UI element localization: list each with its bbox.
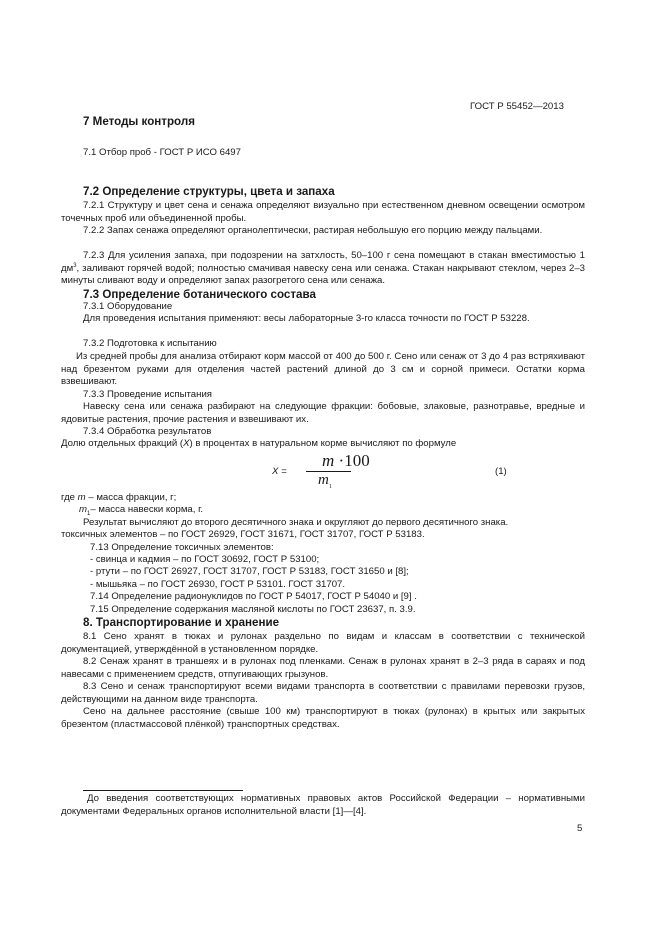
subscript: 1 xyxy=(87,510,91,517)
subsection-7-3-1-title: 7.3.1 Оборудование xyxy=(83,301,173,312)
text: Навеску сена или сенажа разбирают на следующие фракции: бобовые, злаковые, разнотравье, вредные и ядовитые растения, прочие растения и взвешивают их. xyxy=(61,401,585,425)
section-7-title: 7 Методы контроля xyxy=(83,115,195,128)
paragraph-processing xyxy=(61,438,456,451)
variable: X xyxy=(183,438,190,449)
formula-lhs: X = xyxy=(272,466,287,477)
text: Для проведения испытания применяют: весы лабораторные 3-го класса точности по ГОСТ Р 53228. xyxy=(83,313,530,324)
text: , заливают горячей водой; полностью смачивая навеску сена или сенажа. Стакан накрывают стеклом, через 2–3 минуты сливают воду и определяют запах разогретого сена или сенажа. xyxy=(61,262,585,287)
variable: m xyxy=(77,492,86,503)
denominator-subscript: 1 xyxy=(328,484,332,490)
paragraph-7-2-2 xyxy=(61,225,585,238)
paragraph-test xyxy=(61,401,585,426)
text: где xyxy=(61,492,78,503)
text: 7.2.3 Для усиления запаха, при подозрении на затхлость, 50–100 г сена помещают в стакан вместимостью 1 дм xyxy=(61,250,585,274)
toxic-elements-line: токсичных элементов – по ГОСТ 26929, ГОСТ 31671, ГОСТ 31707, ГОСТ Р 53183. xyxy=(61,529,425,540)
text: Долю отдельных фракций ( xyxy=(61,438,184,449)
text: – масса навески корма, г. xyxy=(90,504,204,515)
document-number: ГОСТ Р 55452—2013 xyxy=(470,101,564,112)
text: 7.2.2 Запах сенажа определяют органолептически, растирая небольшую его порцию между пальцами. xyxy=(83,225,543,236)
toxic-item-lead-cadmium: - свинца и кадмия – по ГОСТ 30692, ГОСТ Р 53100; xyxy=(90,554,320,565)
subsection-7-3-3-title: 7.3.3 Проведение испытания xyxy=(83,389,212,400)
formula-number: (1) xyxy=(495,466,507,477)
subsection-7-3-2-title: 7.3.2 Подготовка к испытанию xyxy=(83,338,217,349)
text: Сено на дальнее расстояние (свыше 100 км) транспортируют в тюках (рулонах) в крытых или закрытых брезентом (пластмассовой плёнкой) транспортных средствах. xyxy=(61,706,585,730)
section-8-title: 8. Транспортирование и хранение xyxy=(83,616,280,629)
section-7-14: 7.14 Определение радионуклидов по ГОСТ Р 54017, ГОСТ Р 54040 и [9] . xyxy=(90,591,417,602)
section-7-2-title: 7.2 Определение структуры, цвета и запаха xyxy=(83,185,335,198)
text: Из средней пробы для анализа отбирают корм массой от 400 до 500 г. Сено или сенаж от 3 до 4 раз встряхивают над брезентом руками для отделения частей растений длиной до 3 см и сорной примеси. Остатки корма взвешивают. xyxy=(61,351,585,388)
where-line-1 xyxy=(61,492,176,505)
paragraph-preparation xyxy=(61,351,585,389)
formula-1 xyxy=(270,450,600,492)
paragraph-7-2-1 xyxy=(61,200,585,225)
toxic-item-arsenic: - мышьяка – по ГОСТ 26930, ГОСТ Р 53101. ГОСТ 31707. xyxy=(90,579,346,590)
text: 8.1 Сено хранят в тюках и рулонах раздельно по видам и классам в соответствии с технической документацией, утверждённой в установленном порядке. xyxy=(61,631,585,655)
formula-denominator xyxy=(318,472,332,490)
paragraph-8-1 xyxy=(61,631,585,656)
paragraph-8-3 xyxy=(61,681,585,706)
paragraph-result: Результат вычисляют до второго десятичного знака и округляют до первого десятичного знака. xyxy=(83,517,509,528)
section-7-15: 7.15 Определение содержания масляной кислоты по ГОСТ 23637, п. 3.9. xyxy=(90,604,416,615)
section-7-3-title: 7.3 Определение ботанического состава xyxy=(83,288,316,301)
section-7-1: 7.1 Отбор проб - ГОСТ Р ИСО 6497 xyxy=(83,147,241,158)
text: 8.3 Сено и сенаж транспортируют всеми видами транспорта в соответствии с правилами перевозки грузов, действующими на данном виде транспорта. xyxy=(61,681,585,705)
denominator-variable: m xyxy=(318,472,329,488)
toxic-item-mercury: - ртути – по ГОСТ 26927, ГОСТ 31707, ГОСТ Р 53183, ГОСТ 31650 и [8]; xyxy=(90,566,409,577)
paragraph-8-4 xyxy=(61,706,585,731)
variable: m xyxy=(79,504,87,515)
text: – масса фракции, г; xyxy=(85,492,177,503)
superscript: 3 xyxy=(73,262,77,269)
page-number: 5 xyxy=(577,823,583,834)
text: 8.2 Сенаж хранят в траншеях и в рулонах под пленками. Сенаж в рулонах хранят в 2–3 ряда в сараях и под навесами с применением средств, отпугивающих грызунов. xyxy=(61,656,585,680)
text: ) в процентах в натуральном корме вычисляют по формуле xyxy=(189,438,457,449)
formula-numerator xyxy=(322,451,370,471)
text: 7.2.1 Структуру и цвет сена и сенажа определяют визуально при естественном дневном освещении осмотром точечных проб или объединенной пробы. xyxy=(61,200,585,224)
subsection-7-3-4-title: 7.3.4 Обработка результатов xyxy=(83,426,212,437)
section-7-13-title: 7.13 Определение токсичных элементов: xyxy=(90,542,274,553)
paragraph-equipment xyxy=(61,313,585,326)
footnote-separator xyxy=(83,790,243,791)
numerator-rest: ·100 xyxy=(334,451,370,470)
numerator-variable: m xyxy=(322,451,335,470)
footnote-text: До введения соответствующих нормативных правовых актов Российской Федерации – нормативными документами Федеральных органов исполнительной власти [1]—[4]. xyxy=(61,793,585,817)
footnote xyxy=(61,793,585,818)
paragraph-8-2 xyxy=(61,656,585,681)
paragraph-7-2-3 xyxy=(61,250,585,288)
